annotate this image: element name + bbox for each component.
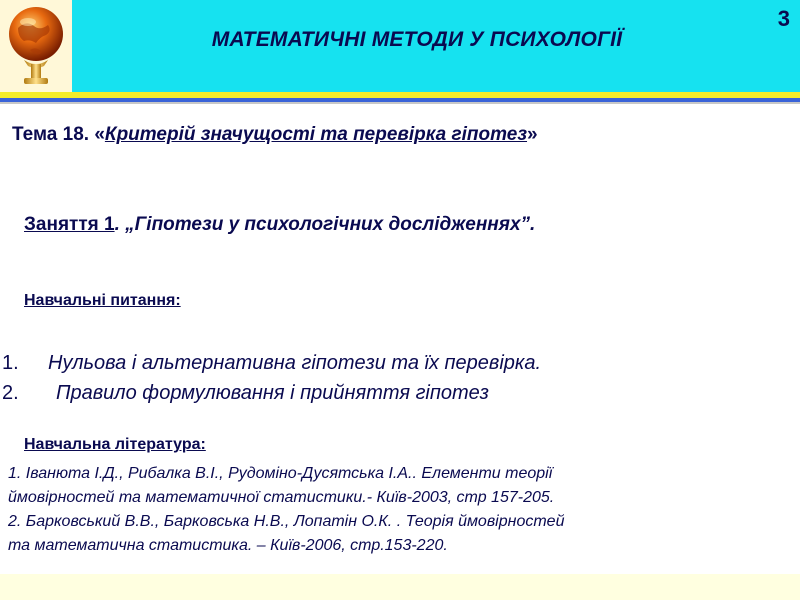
literature-label: Навчальна література: [24,436,206,453]
questions-label: Навчальні питання: [24,292,181,309]
list-item-text: Нульова і альтернативна гіпотези та їх перевірка. [48,352,542,374]
literature-line: 2. Барковський В.В., Барковська Н.В., Лопатін О.К. . Теорія ймовірностей [8,513,565,530]
lesson-title: . „Гіпотези у психологічних дослідженнях”. [114,214,536,235]
lesson-heading [24,214,535,236]
list-item-text: Правило формулювання і прийняття гіпотез [56,382,489,404]
topic-dot: . « [83,124,105,145]
literature-line: 1. Іванюта І.Д., Рибалка В.І., Рудоміно-Дусятська І.А.. Елементи теорії [8,465,553,482]
topic-prefix: Тема 18 [12,124,84,145]
slide-header [0,0,800,92]
list-item-number: 2. [2,382,19,404]
topic-heading [12,124,538,146]
literature-line: та математична статистика. – Київ-2006, стр.153-220. [8,537,448,554]
globe-emblem-icon [0,0,72,92]
footer-band [0,574,800,600]
lesson-prefix: Заняття 1 [24,214,115,235]
literature-line: ймовірностей та математичної статистики.- Київ-2003, стр 157-205. [8,489,555,506]
header-title: МАТЕМАТИЧНІ МЕТОДИ У ПСИХОЛОГІЇ [211,28,623,51]
topic-suffix: » [527,124,538,145]
logo [0,0,72,92]
slide-body [0,104,800,574]
list-item-number: 1. [2,352,19,374]
literature-list [8,462,788,558]
topic-title: Критерій значущості та перевірка гіпотез [104,124,528,145]
page-number: 3 [777,6,790,31]
